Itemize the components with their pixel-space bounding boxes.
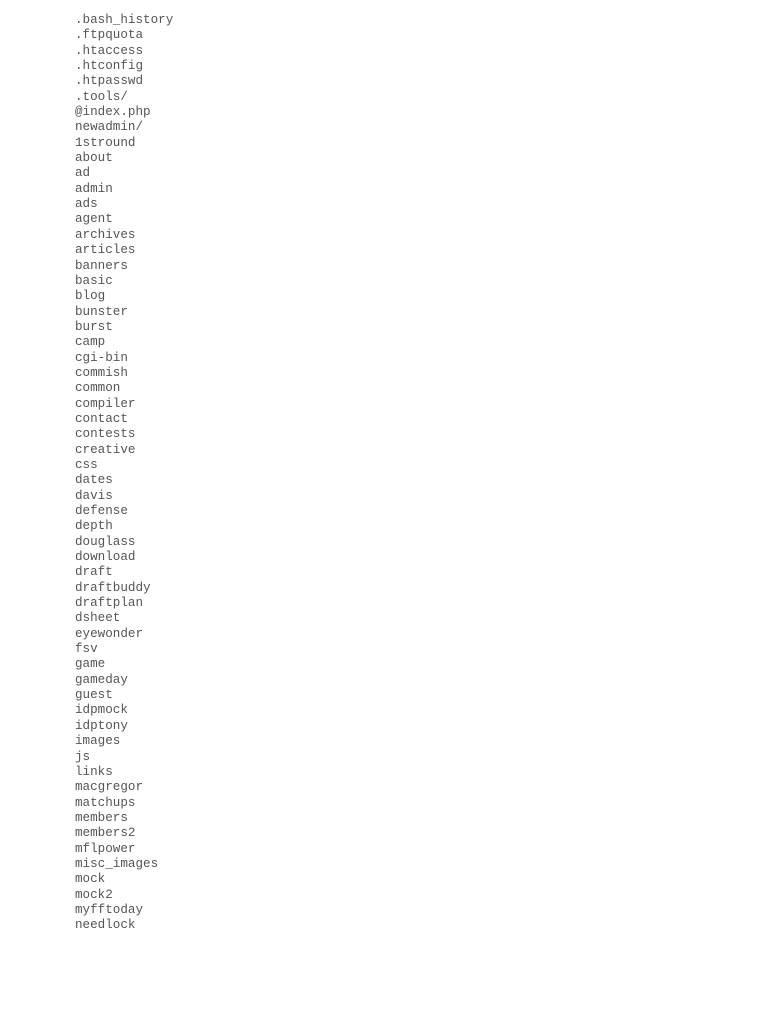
directory-entry: draft	[75, 565, 113, 580]
directory-entry: mflpower	[75, 841, 136, 856]
directory-entry: myfftoday	[75, 902, 144, 917]
directory-entry: agent	[75, 212, 113, 227]
directory-entry: mock2	[75, 887, 113, 902]
directory-entry: images	[75, 734, 121, 749]
directory-entry: burst	[75, 319, 113, 334]
directory-entry: dsheet	[75, 611, 121, 626]
directory-entry: davis	[75, 488, 113, 503]
directory-entry: archives	[75, 227, 136, 242]
directory-entry: common	[75, 381, 121, 396]
directory-entry: mock	[75, 872, 106, 887]
directory-entry: .tools/	[75, 89, 128, 104]
directory-entry: idpmock	[75, 703, 128, 718]
directory-entry: about	[75, 151, 113, 166]
directory-entry: draftplan	[75, 596, 144, 611]
directory-entry: .htpasswd	[75, 74, 144, 89]
directory-entry: admin	[75, 181, 113, 196]
directory-entry: douglass	[75, 534, 136, 549]
directory-entry: contact	[75, 411, 128, 426]
directory-entry: fsv	[75, 642, 98, 657]
directory-listing	[75, 13, 173, 934]
directory-entry: .bash_history	[75, 13, 174, 27]
directory-entry: dates	[75, 473, 113, 488]
directory-entry: commish	[75, 365, 128, 380]
directory-entry: .htconfig	[75, 59, 144, 74]
directory-entry: matchups	[75, 795, 136, 810]
directory-entry: ad	[75, 166, 91, 181]
directory-entry: banners	[75, 258, 128, 273]
directory-entry: misc_images	[75, 856, 159, 871]
directory-entry: 1stround	[75, 135, 136, 150]
directory-entry: depth	[75, 519, 113, 534]
directory-entry: eyewonder	[75, 626, 144, 641]
directory-entry: cgi-bin	[75, 350, 128, 365]
directory-entry: macgregor	[75, 780, 144, 795]
directory-entry: download	[75, 550, 136, 565]
directory-entry: creative	[75, 442, 136, 457]
directory-entry: ads	[75, 197, 98, 212]
directory-entry: members	[75, 810, 128, 825]
directory-entry: gameday	[75, 672, 128, 687]
directory-entry: needlock	[75, 918, 136, 933]
directory-entry: defense	[75, 504, 128, 518]
directory-entry: guest	[75, 688, 113, 703]
directory-entry: js	[75, 749, 91, 764]
directory-entry: bunster	[75, 304, 128, 319]
directory-entry: blog	[75, 289, 106, 304]
directory-entry: links	[75, 764, 113, 779]
directory-entry: contests	[75, 427, 136, 442]
directory-entry: basic	[75, 273, 113, 288]
directory-entry: articles	[75, 243, 136, 258]
directory-entry: newadmin/	[75, 120, 144, 135]
directory-entry: .htaccess	[75, 43, 144, 58]
directory-entry: .ftpquota	[75, 28, 144, 43]
directory-entry: draftbuddy	[75, 580, 151, 595]
directory-entry: members2	[75, 826, 136, 841]
directory-entry: @index.php	[75, 105, 151, 120]
directory-entry: camp	[75, 335, 106, 350]
directory-entry: css	[75, 457, 98, 472]
directory-entry: idptony	[75, 718, 128, 733]
directory-entry: game	[75, 657, 106, 672]
directory-entry: compiler	[75, 396, 136, 411]
